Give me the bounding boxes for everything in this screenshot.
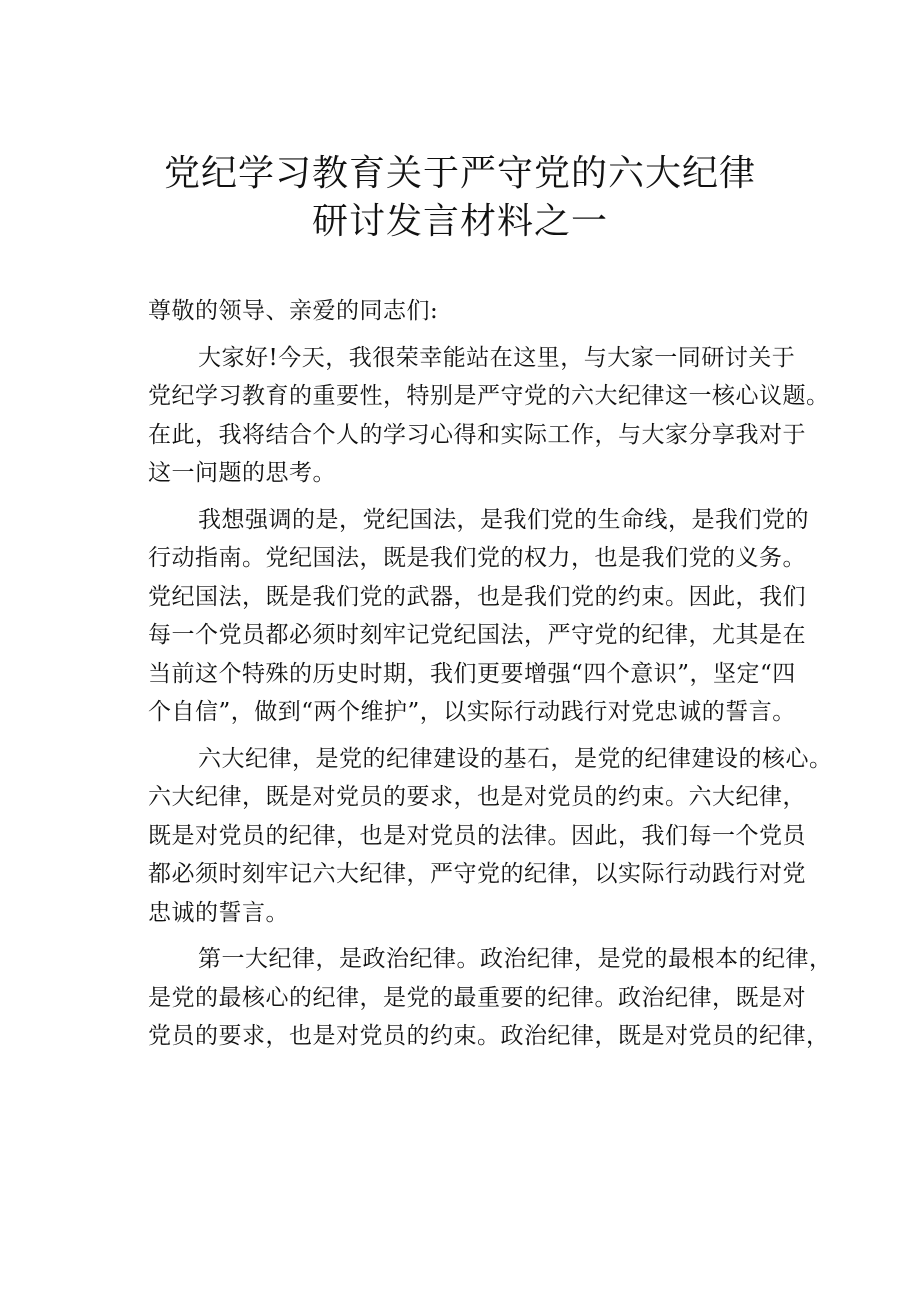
- paragraph-line: 六大纪律，既是对党员的要求，也是对党员的约束。六大纪律，: [148, 784, 806, 810]
- salutation: 尊敬的领导、亲爱的同志们:: [148, 298, 439, 324]
- paragraph-line: 是党的最核心的纪律，是党的最重要的纪律。政治纪律，既是对: [148, 984, 806, 1011]
- paragraph-line: 党纪学习教育的重要性，特别是严守党的六大纪律这一核心议题。: [148, 383, 830, 409]
- paragraph: [148, 740, 833, 933]
- paragraph: [148, 501, 808, 732]
- paragraph-line: 忠诚的誓言。: [148, 899, 289, 926]
- title-line-2: 研讨发言材料之一: [311, 201, 608, 242]
- paragraph-line: 个自信”，做到“两个维护”，以实际行动践行对党忠诚的誓言。: [148, 699, 796, 725]
- paragraph-line: 都必须时刻牢记六大纪律，严守党的纪律，以实际行动践行对党: [148, 861, 806, 887]
- paragraph-line: 党员的要求，也是对党员的约束。政治纪律，既是对党员的纪律，: [148, 1023, 830, 1049]
- paragraph: [148, 339, 830, 493]
- paragraph-line: 第一大纪律，是政治纪律。政治纪律，是党的最根本的纪律，: [198, 946, 833, 972]
- paragraph-line: 每一个党员都必须时刻牢记党纪国法，严守党的纪律，尤其是在: [148, 622, 806, 648]
- title-line-1: 党纪学习教育关于严守党的六大纪律: [163, 153, 756, 194]
- document-title: [0, 150, 920, 246]
- paragraph-line: 我想强调的是，党纪国法，是我们党的生命线，是我们党的: [198, 506, 809, 533]
- document-body: [148, 292, 833, 1056]
- paragraph-line: 这一问题的思考。: [148, 460, 336, 486]
- paragraph-line: 当前这个特殊的历史时期，我们更要增强“四个意识”，坚定“四: [148, 660, 796, 687]
- paragraph: [148, 940, 833, 1056]
- paragraph-line: 六大纪律，是党的纪律建设的基石，是党的纪律建设的核心。: [198, 745, 833, 772]
- paragraph-line: 行动指南。党纪国法，既是我们党的权力，也是我们党的义务。: [148, 545, 806, 571]
- paragraph-line: 既是对党员的纪律，也是对党员的法律。因此，我们每一个党员: [148, 822, 806, 849]
- paragraph-line: 大家好!今天，我很荣幸能站在这里，与大家一同研讨关于: [198, 344, 796, 371]
- paragraph-line: 在此，我将结合个人的学习心得和实际工作，与大家分享我对于: [148, 421, 806, 448]
- paragraph-line: 党纪国法，既是我们党的武器，也是我们党的约束。因此，我们: [148, 583, 806, 610]
